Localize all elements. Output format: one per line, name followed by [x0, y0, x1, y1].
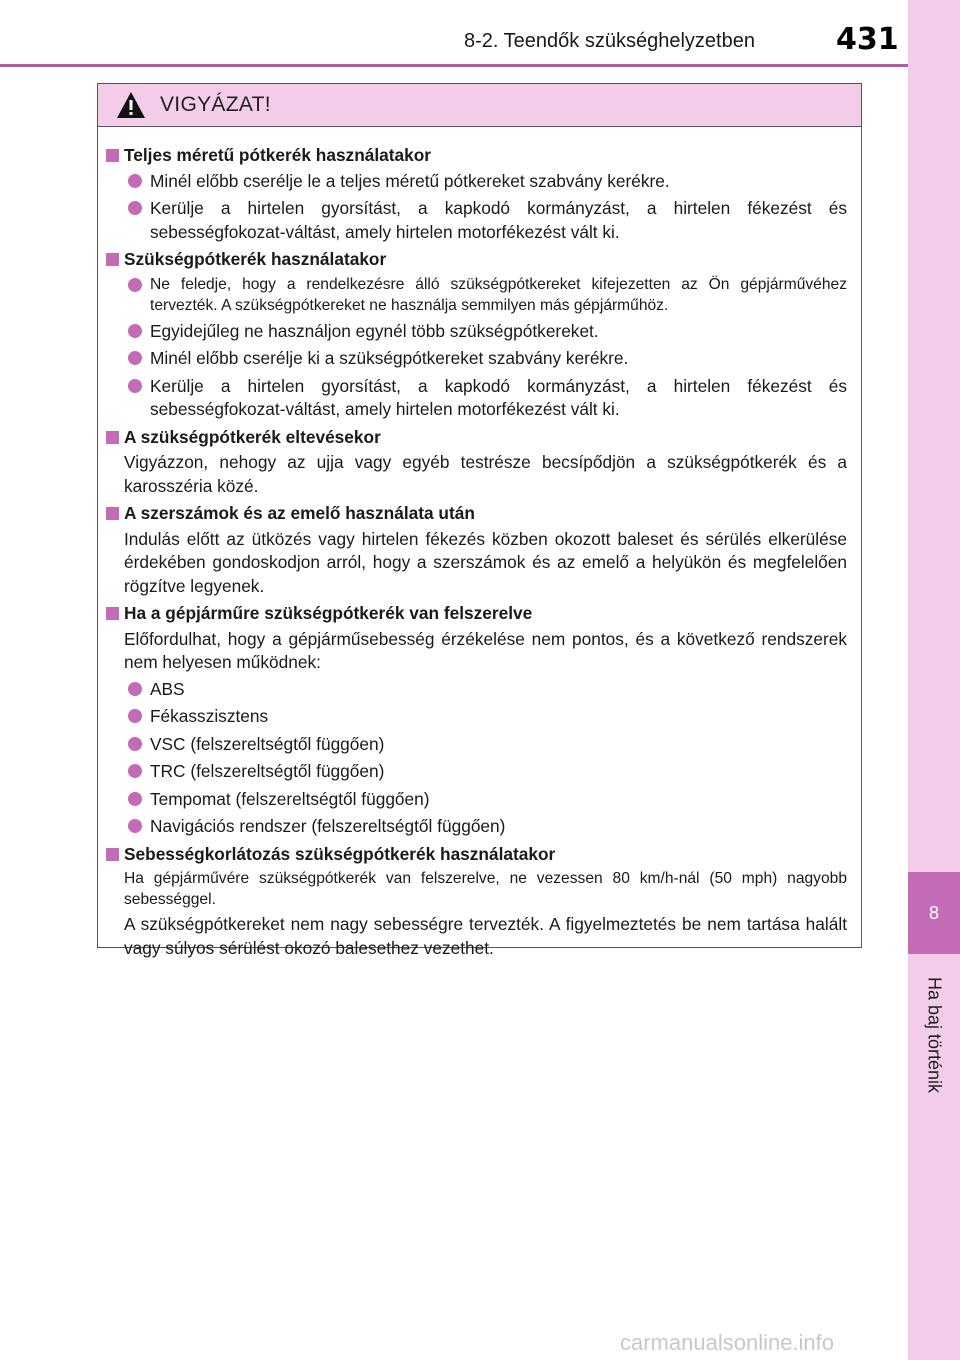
chapter-number-tab[interactable]: 8	[908, 872, 960, 954]
round-bullet-icon	[128, 792, 142, 806]
list-item: ABS	[106, 678, 847, 702]
section-compact-spare	[106, 248, 847, 422]
round-bullet-icon	[128, 709, 142, 723]
list-item: Navigációs rendszer (felszereltségtől függően)	[106, 815, 847, 839]
page-number: 431	[836, 22, 899, 57]
chapter-label: Ha baj történik	[924, 976, 945, 1094]
section-heading: A szerszámok és az emelő használata után	[106, 502, 847, 526]
round-bullet-icon	[128, 764, 142, 778]
round-bullet-icon	[128, 819, 142, 833]
section-paragraph: Vigyázzon, nehogy az ujja vagy egyéb testrésze becsípődjön a szükségpótkerék és a karosszéria közé.	[124, 452, 847, 496]
list-item: Kerülje a hirtelen gyorsítást, a kapkodó kormányzást, a hirtelen fékezést és sebességfokozat-váltást, amely hirtelen motorfékezést vált ki.	[106, 197, 847, 244]
list-item: Egyidejűleg ne használjon egynél több szükségpótkereket.	[106, 320, 847, 344]
square-bullet-icon	[106, 607, 119, 620]
list-item: Ne feledje, hogy a rendelkezésre álló szükségpótkereket kifejezetten az Ön gépjárművéhez tervezték. A szükségpótkereket ne használja semmilyen más gépjárműhöz.	[106, 274, 847, 316]
section-heading: Szükségpótkerék használatakor	[106, 248, 847, 272]
square-bullet-icon	[106, 431, 119, 444]
list-item: Kerülje a hirtelen gyorsítást, a kapkodó kormányzást, a hirtelen fékezést és sebességfokozat-váltást, amely hirtelen motorfékezést vált ki.	[106, 375, 847, 422]
section-storing-spare	[106, 426, 847, 499]
warning-header	[98, 84, 861, 127]
list-item: Fékasszisztens	[106, 705, 847, 729]
section-after-tools	[106, 502, 847, 598]
list-item: TRC (felszereltségtől függően)	[106, 760, 847, 784]
round-bullet-icon	[128, 682, 142, 696]
list-item: Minél előbb cserélje ki a szükségpótkereket szabvány kerékre.	[106, 347, 847, 371]
section-speed-limit	[106, 843, 847, 961]
square-bullet-icon	[106, 149, 119, 162]
section-paragraph: Ha gépjárművére szükségpótkerék van felszerelve, ne vezessen 80 km/h-nál (50 mph) nagyobb sebességgel.	[124, 870, 847, 908]
round-bullet-icon	[128, 737, 142, 751]
section-heading: Sebességkorlátozás szükségpótkerék használatakor	[106, 843, 847, 867]
section-paragraph: Előfordulhat, hogy a gépjárműsebesség érzékelése nem pontos, és a következő rendszerek nem helyesen működnek:	[124, 628, 847, 672]
header-divider	[0, 64, 908, 67]
section-paragraph: Indulás előtt az ütközés vagy hirtelen fékezés közben okozott baleset és sérülés elkerülése érdekében gondoskodjon arról, hogy a szerszámok és az emelő a helyükön és megfelelően rögzítve legyenek.	[124, 528, 847, 596]
list-item: VSC (felszereltségtől függően)	[106, 733, 847, 757]
list-item: Minél előbb cserélje le a teljes méretű pótkereket szabvány kerékre.	[106, 170, 847, 194]
section-heading: A szükségpótkerék eltevésekor	[106, 426, 847, 450]
round-bullet-icon	[128, 174, 142, 188]
round-bullet-icon	[128, 201, 142, 215]
square-bullet-icon	[106, 253, 119, 266]
round-bullet-icon	[128, 379, 142, 393]
warning-triangle-icon	[116, 91, 146, 119]
section-heading: Teljes méretű pótkerék használatakor	[106, 144, 847, 168]
round-bullet-icon	[128, 351, 142, 365]
round-bullet-icon	[128, 324, 142, 338]
round-bullet-icon	[128, 278, 142, 292]
square-bullet-icon	[106, 848, 119, 861]
section-full-size-spare	[106, 144, 847, 244]
watermark: carmanualsonline.info	[620, 1330, 835, 1355]
section-compact-installed	[106, 602, 847, 839]
square-bullet-icon	[106, 507, 119, 520]
warning-box	[97, 83, 862, 958]
warning-title: VIGYÁZAT!	[160, 93, 271, 116]
warning-content	[98, 128, 861, 964]
section-paragraph: A szükségpótkereket nem nagy sebességre tervezték. A figyelmeztetés be nem tartása halált vagy súlyos sérülést okozó balesethez vezethet.	[124, 914, 847, 958]
section-heading: Ha a gépjárműre szükségpótkerék van felszerelve	[106, 602, 847, 626]
list-item: Tempomat (felszereltségtől függően)	[106, 788, 847, 812]
section-title: 8-2. Teendők szükséghelyzetben	[464, 30, 755, 52]
side-tab-strip	[908, 0, 960, 1360]
